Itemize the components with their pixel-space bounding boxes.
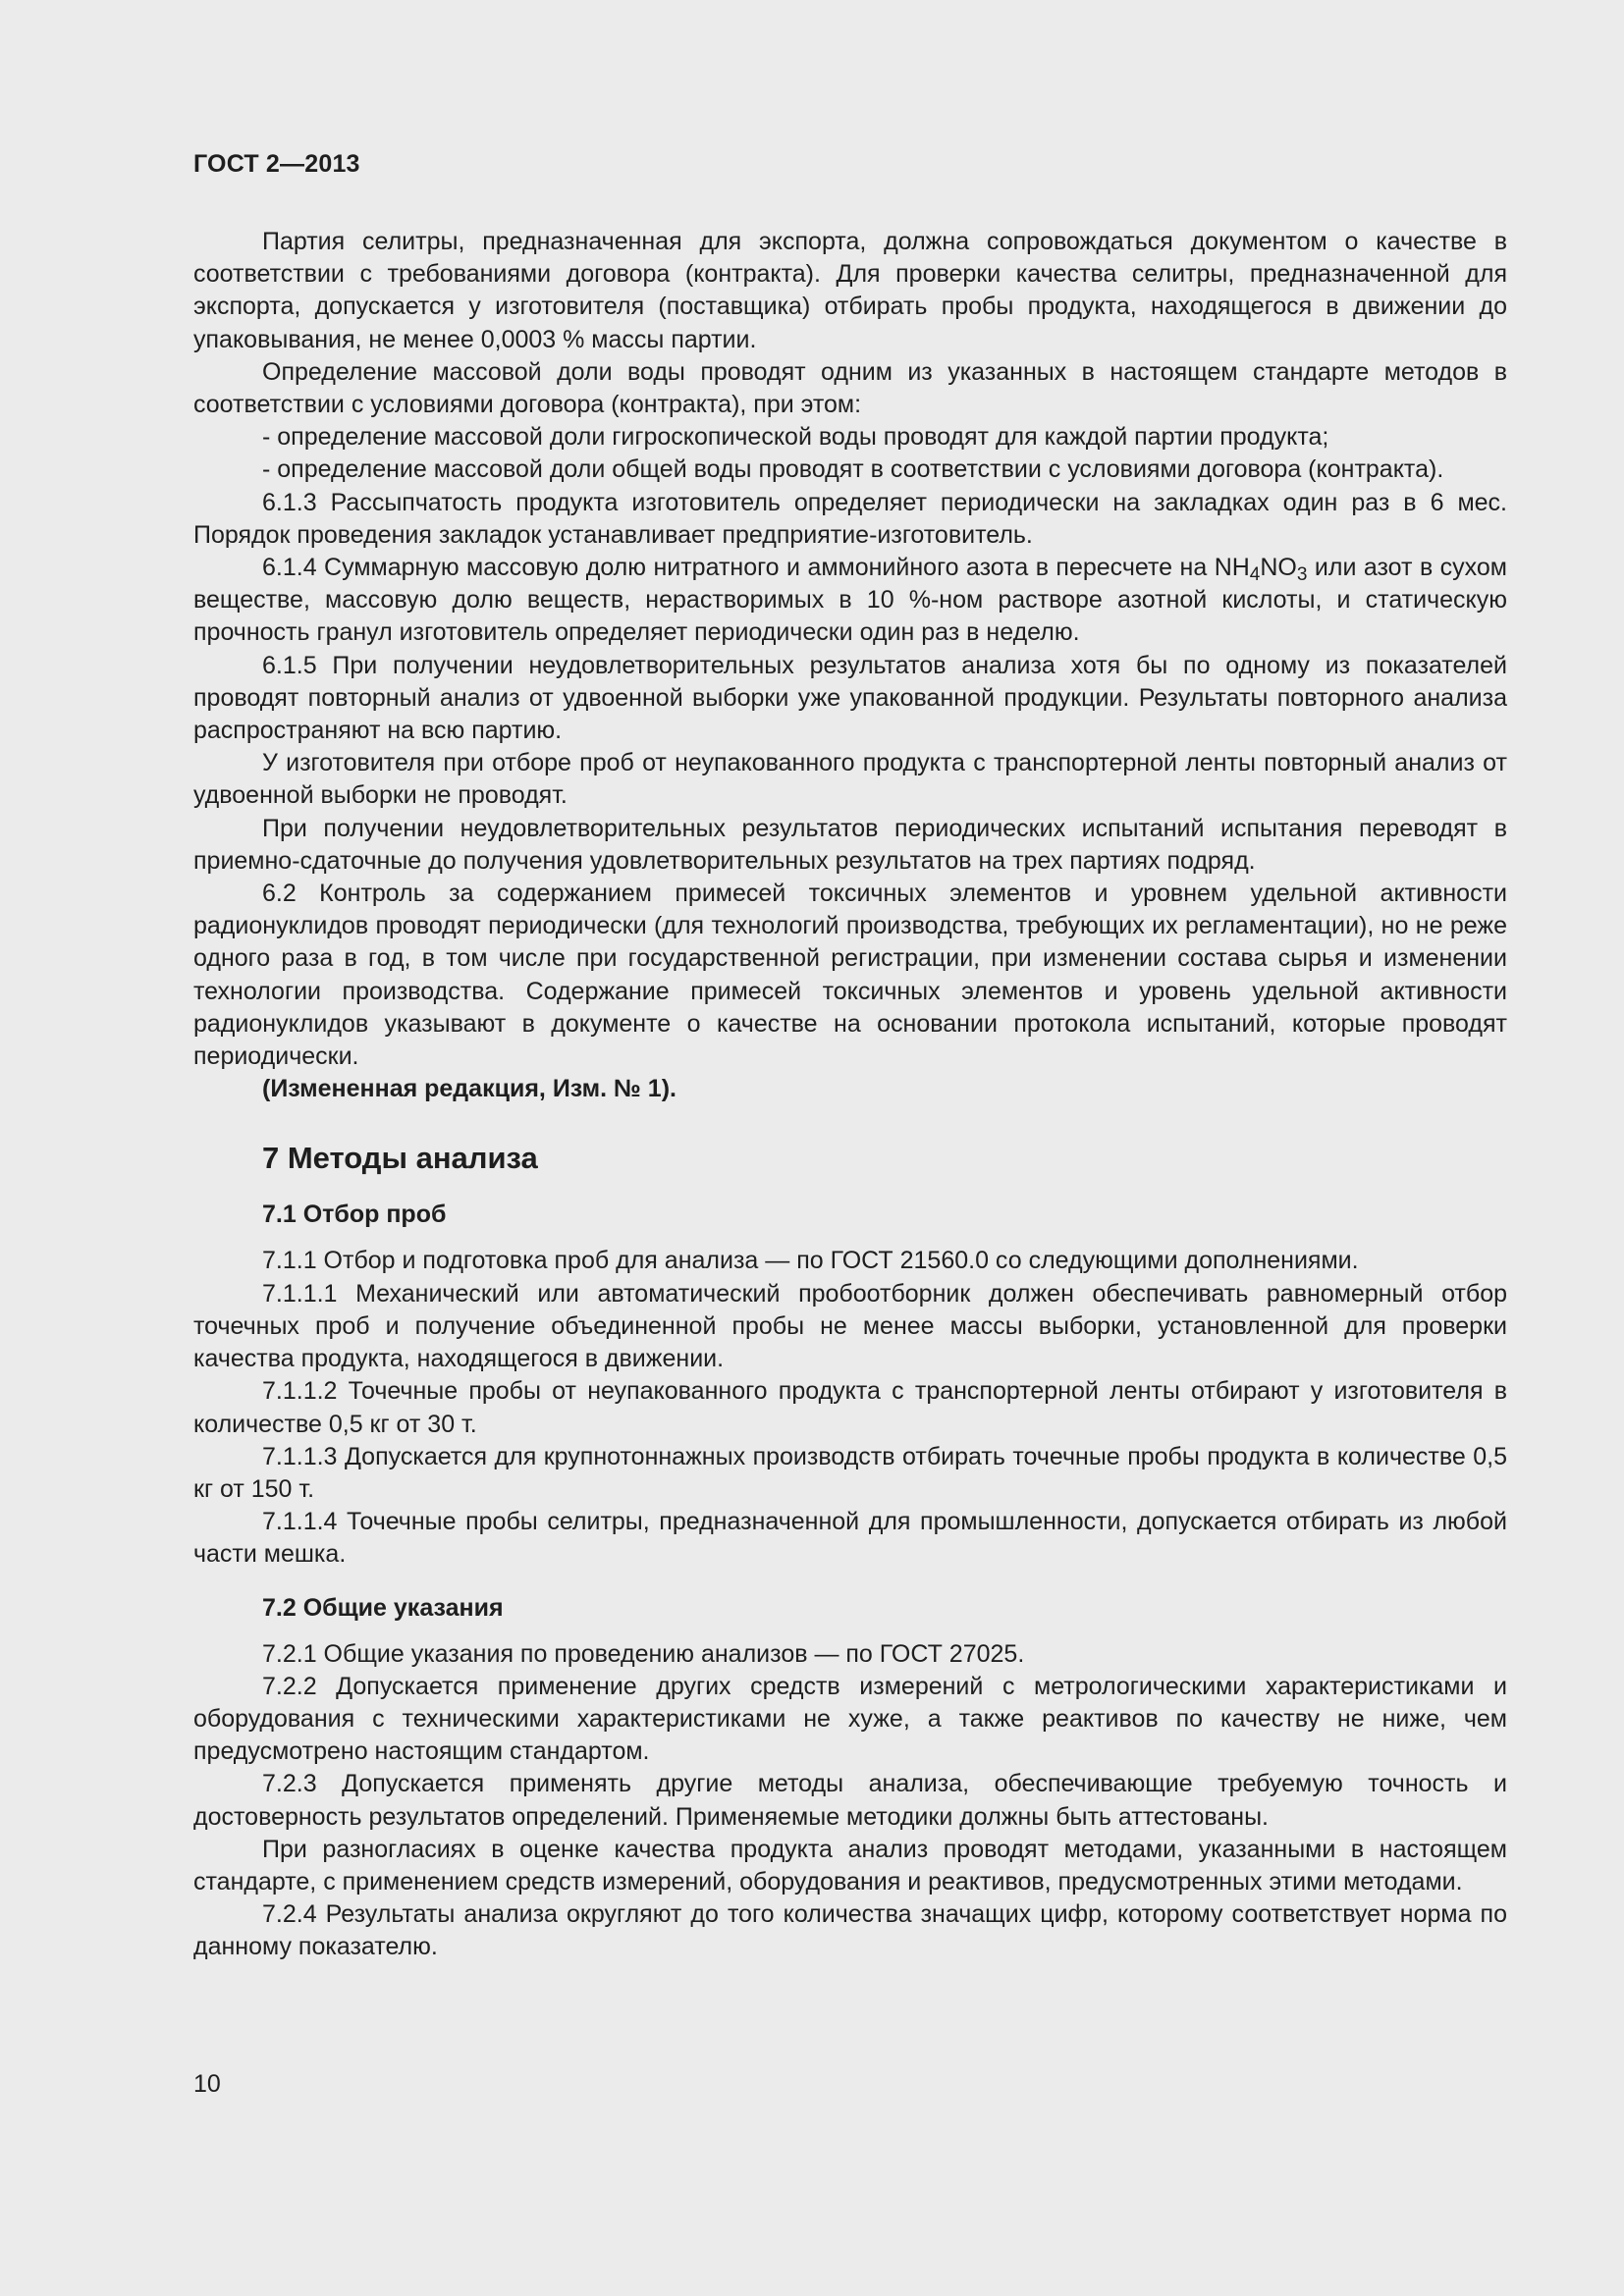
list-item-total-water: - определение массовой доли общей воды проводят в соответствии с условиями договора (контракта). <box>262 455 1444 484</box>
paragraph-manufacturer-sampling: У изготовителя при отборе проб от неупакованного продукта с транспортерной ленты повторный анализ от удвоенной выборки не проводят. <box>193 749 1507 810</box>
section-7-heading: 7 Методы анализа <box>262 1141 538 1176</box>
subsection-7-1-heading: 7.1 Отбор проб <box>262 1201 447 1229</box>
clause-7-1-1-3: 7.1.1.3 Допускается для крупнотоннажных производств отбирать точечные пробы продукта в количестве 0,5 кг от 150 т. <box>193 1442 1507 1503</box>
amendment-note: (Измененная редакция, Изм. № 1). <box>262 1075 677 1103</box>
clause-6-1-4 <box>193 552 1507 650</box>
clause-7-1-1: 7.1.1 Отбор и подготовка проб для анализа — по ГОСТ 21560.0 со следующими дополнениями. <box>262 1247 1359 1275</box>
clause-7-1-1-1: 7.1.1.1 Механический или автоматический пробоотборник должен обеспечивать равномерный отбор точечных проб и получение объединенной пробы не менее массы выборки, установленной для проверки качества продукта, находящегося в движении. <box>193 1279 1507 1373</box>
paragraph-periodic-tests: При получении неудовлетворительных результатов периодических испытаний испытания переводят в приемно-сдаточные до получения удовлетворительных результатов на трех партиях подряд. <box>193 814 1507 875</box>
clause-7-1-1-2: 7.1.1.2 Точечные пробы от неупакованного продукта с транспортерной ленты отбирают у изготовителя в количестве 0,5 кг от 30 т. <box>193 1377 1507 1438</box>
formula-ammonium-nitrate: $NH_4NO_3$ <box>1214 554 1308 586</box>
clause-6-1-4-text-start: 6.1.4 Суммарную массовую долю нитратного и аммонийного азота в пересчете на <box>262 554 1215 582</box>
list-item-hygroscopic-water: - определение массовой доли гигроскопической воды проводят для каждой партии продукта; <box>262 423 1329 452</box>
clause-6-1-4-text-end: или азот в сухом веществе, массовую долю веществ, нерастворимых в 10 %-ном растворе азотной кислоты, и статическую прочность гранул изготовитель определяет периодически один раз в неделю. <box>193 554 1507 647</box>
clause-6-1-5: 6.1.5 При получении неудовлетворительных результатов анализа хотя бы по одному из показателей проводят повторный анализ от удвоенной выборки уже упакованной продукции. Результаты повторного анализа распространяют на всю партию. <box>193 651 1507 745</box>
document-body <box>193 226 1507 1964</box>
clause-7-1-1-4: 7.1.1.4 Точечные пробы селитры, предназначенной для промышленности, допускается отбирать из любой части мешка. <box>193 1508 1507 1569</box>
clause-7-2-4: 7.2.4 Результаты анализа округляют до того количества значащих цифр, которому соответствует норма по данному показателю. <box>193 1900 1507 1961</box>
clause-6-1-3: 6.1.3 Рассыпчатость продукта изготовитель определяет периодически на закладках один раз в 6 мес. Порядок проведения закладок устанавливает предприятие-изготовитель. <box>193 488 1507 549</box>
clause-7-2-1: 7.2.1 Общие указания по проведению анализов — по ГОСТ 27025. <box>262 1639 1025 1668</box>
paragraph-disagreements: При разногласиях в оценке качества продукта анализ проводят методами, указанными в настоящем стандарте, с применением средств измерений, оборудования и реактивов, предусмотренных этими методами. <box>193 1835 1507 1896</box>
clause-7-2-2: 7.2.2 Допускается применение других средств измерений с метрологическими характеристиками и оборудования с техническими характеристиками не хуже, а также реактивов по качеству не ниже, чем предусмотрено настоящим стандартом. <box>193 1672 1507 1766</box>
page-number: 10 <box>193 2070 221 2098</box>
paragraph-export-batch: Партия селитры, предназначенная для экспорта, должна сопровождаться документом о качестве в соответствии с требованиями договора (контракта). Для проверки качества селитры, предназначенной для экспорта, допускается у изготовителя (поставщика) отбирать пробы продукта, находящегося в движении до упаковывания, не менее 0,0003 % массы партии. <box>193 228 1507 353</box>
document-page <box>193 0 1507 2296</box>
paragraph-water-content: Определение массовой доли воды проводят одним из указанных в настоящем стандарте методов в соответствии с условиями договора (контракта), при этом: <box>193 357 1507 419</box>
standard-header: ГОСТ 2—2013 <box>193 150 360 178</box>
clause-7-2-3: 7.2.3 Допускается применять другие методы анализа, обеспечивающие требуемую точность и достоверность результатов определений. Применяемые методики должны быть аттестованы. <box>193 1770 1507 1831</box>
clause-6-2: 6.2 Контроль за содержанием примесей токсичных элементов и уровнем удельной активности радионуклидов проводят периодически (для технологий производства, требующих их регламентации), но не реже одного раза в год, в том числе при государственной регистрации, при изменении состава сырья и изменении технологии производства. Содержание примесей токсичных элементов и уровень удельной активности радионуклидов указывают в документе о качестве на основании протокола испытаний, которые проводят периодически. <box>193 880 1507 1071</box>
subsection-7-2-heading: 7.2 Общие указания <box>262 1593 504 1622</box>
